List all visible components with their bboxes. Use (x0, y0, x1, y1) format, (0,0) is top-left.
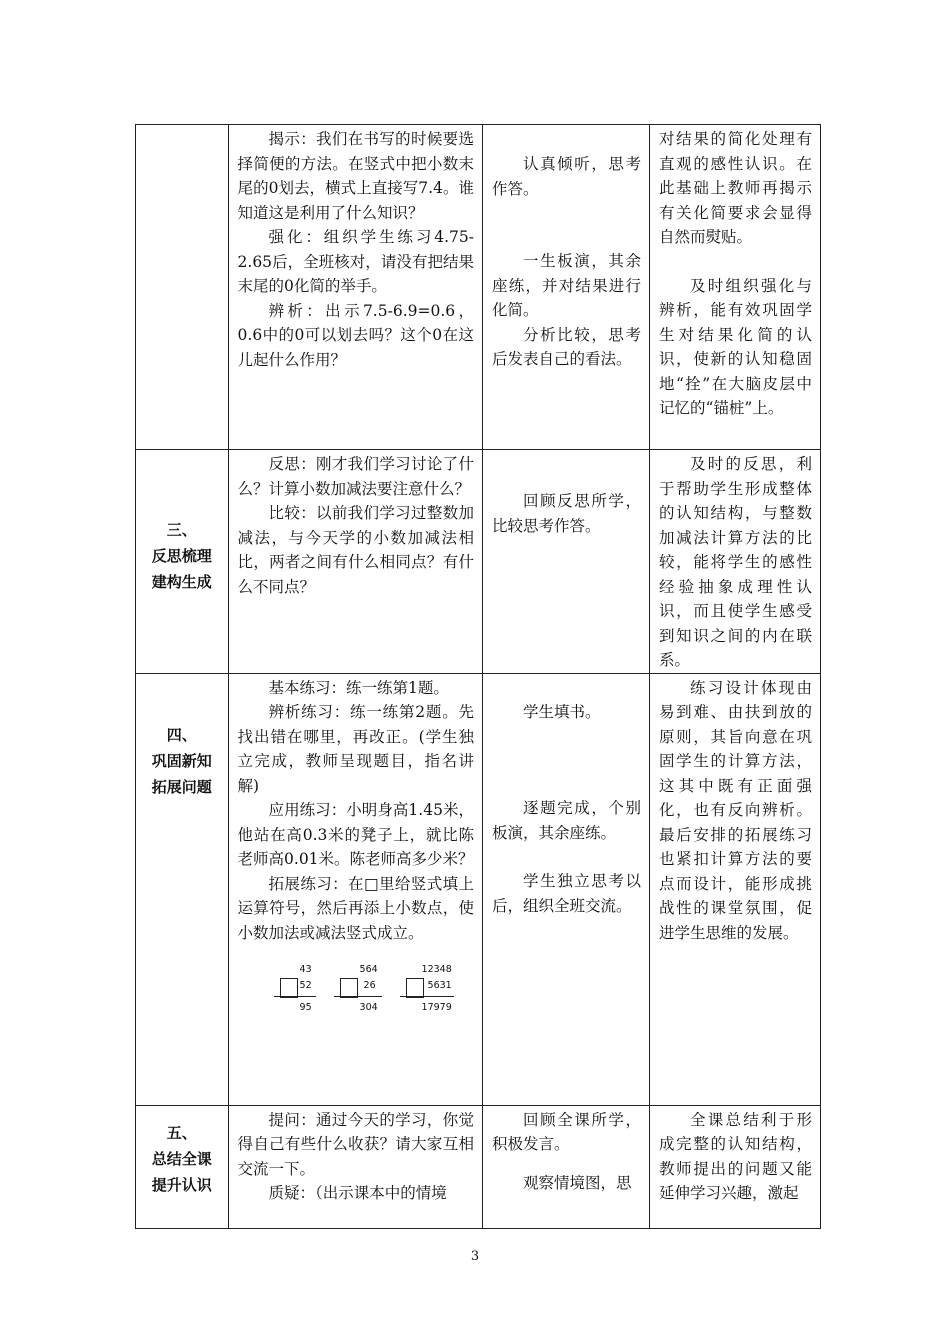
stage-cell (136, 450, 229, 674)
addend: 26 (363, 980, 376, 991)
paragraph: 逐题完成，个别板演，其余座练。 (492, 799, 641, 842)
teacher-activity-cell (228, 125, 482, 450)
sum-line (400, 996, 454, 997)
sum-line (274, 996, 316, 997)
paragraph: 拓展练习：在□里给竖式填上运算符号，然后再添上小数点，使小数加法或减法竖式成立。 (237, 874, 475, 942)
stage-cell (136, 1105, 229, 1228)
addend: 52 (299, 980, 312, 991)
table-row (136, 673, 821, 1105)
vertical-sums (274, 963, 456, 1021)
teacher-activity-cell (228, 673, 482, 1105)
paragraph: 及时的反思，利于帮助学生形成整体的认知结构，与整数加减法计算方法的比较，能将学生的感性经验抽象成理性认识，而且使学生感受到知识之间的内在联系。 (658, 455, 812, 669)
paragraph: 对结果的简化处理有直观的感性认识。在此基础上教师再揭示有关化简要求会显得自然而熨贴。 (658, 130, 812, 246)
result: 304 (359, 1002, 378, 1013)
design-intent-cell (649, 125, 820, 450)
sum-line (334, 996, 382, 997)
addend: 12348 (421, 964, 452, 975)
paragraph: 学生填书。 (523, 702, 601, 721)
paragraph: 反思：刚才我们学习讨论了什么？计算小数加减法要注意什么？ (237, 455, 475, 498)
design-intent-cell (649, 673, 820, 1105)
student-activity-cell (483, 1105, 650, 1228)
page-number: 3 (470, 1249, 480, 1264)
stage-number: 五、 (166, 1123, 197, 1142)
paragraph: 及时组织强化与辨析，能有效巩固学生对结果化简的认识，使新的认知稳固地“拴”在大脑皮层中记忆的“锚桩”上。 (658, 276, 812, 417)
teacher-activity-cell (228, 1105, 482, 1228)
paragraph: 辨析练习：练一练第2题。先找出错在哪里，再改正。(学生独立完成，教师呈现题目，指名讲解) (237, 703, 475, 795)
operator-box[interactable] (406, 978, 424, 998)
vertical-sum (400, 963, 456, 1021)
paragraph: 回顾全课所学，积极发言。 (492, 1110, 641, 1153)
paragraph: 强化：组织学生练习4.75-2.65后，全班核对，请没有把结果末尾的0化简的举手。 (237, 228, 475, 295)
design-intent-cell (649, 1105, 820, 1228)
paragraph: 一生板演，其余座练，并对结果进行化简。 (492, 252, 641, 319)
addend: 5631 (427, 980, 452, 991)
stage-title: 总结全课 (151, 1149, 212, 1168)
vertical-sum (274, 963, 318, 1021)
paragraph: 比较：以前我们学习过整数加减法，与今天学的小数加减法相比，两者之间有什么相同点？有什么不同点？ (237, 504, 475, 596)
stage-number: 四、 (166, 725, 197, 744)
paragraph: 观察情境图，思 (523, 1173, 632, 1192)
paragraph: 回顾反思所学，比较思考作答。 (492, 492, 641, 535)
operator-box[interactable] (340, 978, 358, 998)
result: 95 (299, 1002, 312, 1013)
operator-box[interactable] (280, 978, 298, 998)
vertical-sum (334, 963, 384, 1021)
stage-title: 反思梳理 (151, 547, 212, 565)
stage-title: 拓展问题 (151, 777, 212, 796)
addend: 564 (359, 964, 378, 975)
addend: 43 (299, 964, 312, 975)
paragraph: 提问：通过今天的学习，你觉得自己有些什么收获？请大家互相交流一下。 (237, 1110, 475, 1178)
paragraph: 全课总结利于形成完整的认知结构，教师提出的问题又能延伸学习兴趣，激起 (658, 1110, 812, 1202)
paragraph: 认真倾听，思考作答。 (492, 155, 641, 198)
student-activity-cell (483, 125, 650, 450)
lesson-plan-table (135, 124, 821, 1229)
paragraph: 揭示：我们在书写的时候要选择简便的方法。在竖式中把小数末尾的0划去，横式上直接写7.4。谁知道这是利用了什么知识？ (237, 130, 475, 222)
student-activity-cell (483, 673, 650, 1105)
paragraph: 基本练习：练一练第1题。 (268, 678, 449, 697)
stage-cell (136, 673, 229, 1105)
paragraph: 应用练习：小明身高1.45米，他站在高0.3米的凳子上，就比陈老师高0.01米。陈老师高多少米？ (237, 801, 475, 868)
stage-cell (136, 125, 229, 450)
paragraph: 质疑：（出示课本中的情境 (268, 1184, 447, 1202)
table-row (136, 450, 821, 674)
paragraph: 练习设计体现由易到难、由扶到放的原则，其旨向意在巩固学生的计算方法，这其中既有正面强化，也有反向辨析。最后安排的拓展练习也紧扣计算方法的要点而设计，能形成挑战性的课堂氛围，促进学生思维的发展。 (658, 678, 812, 942)
design-intent-cell (649, 450, 820, 674)
stage-number: 三、 (166, 521, 197, 539)
student-activity-cell (483, 450, 650, 674)
paragraph: 学生独立思考以后，组织全班交流。 (492, 872, 641, 915)
result: 17979 (421, 1002, 452, 1013)
stage-title: 提升认识 (151, 1175, 212, 1194)
table-row (136, 125, 821, 450)
paragraph: 辨析：出示7.5-6.9=0.6，0.6中的0可以划去吗？这个0在这儿起什么作用？ (237, 301, 475, 369)
stage-title: 巩固新知 (151, 751, 212, 770)
paragraph: 分析比较，思考后发表自己的看法。 (492, 325, 641, 368)
teacher-activity-cell (228, 450, 482, 674)
stage-title: 建构生成 (151, 573, 212, 591)
table-row (136, 1105, 821, 1228)
